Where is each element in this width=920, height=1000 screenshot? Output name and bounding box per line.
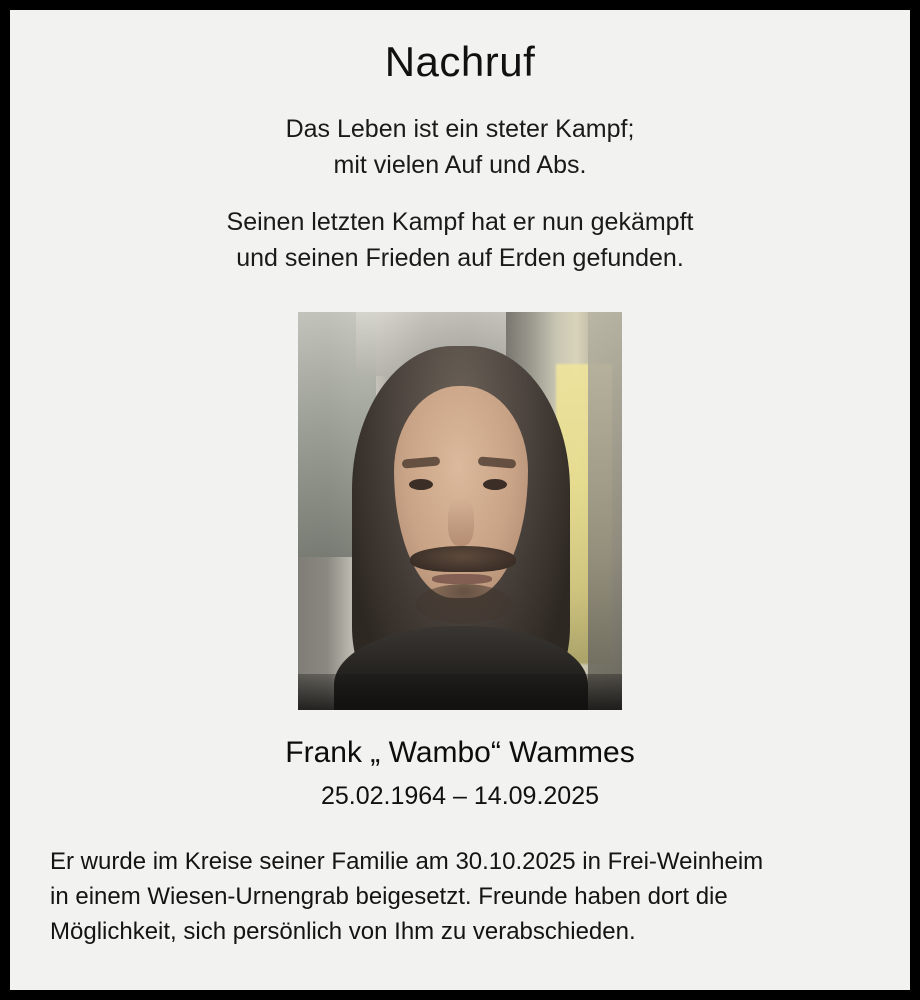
verse-line: und seinen Frieden auf Erden gefunden. — [236, 243, 684, 272]
photo-wall-right — [588, 312, 622, 710]
closing-line: in einem Wiesen-Urnengrab beigesetzt. Freunde haben dort die — [50, 882, 728, 910]
verse-line: mit vielen Auf und Abs. — [333, 150, 587, 179]
verse-block-first — [286, 112, 635, 183]
photo-eye-right — [483, 479, 507, 490]
verse-line: Das Leben ist ein steter Kampf; — [285, 115, 635, 143]
page-title: Nachruf — [384, 38, 536, 85]
closing-text — [46, 845, 874, 949]
photo-nose — [448, 498, 474, 546]
verse-line: Seinen letzten Kampf hat er nun gekämpft — [226, 208, 694, 236]
portrait-photo — [298, 312, 622, 710]
photo-mouth — [432, 574, 492, 584]
photo-beard — [416, 584, 512, 624]
photo-eye-left — [409, 479, 433, 490]
deceased-name: Frank „ Wambo“ Wammes — [285, 736, 635, 769]
life-dates: 25.02.1964 – 14.09.2025 — [320, 782, 600, 810]
closing-line: Möglichkeit, sich persönlich von Ihm zu verabschieden. — [50, 917, 636, 945]
closing-line: Er wurde im Kreise seiner Familie am 30.10.2025 in Frei-Weinheim — [50, 848, 764, 875]
photo-mustache — [410, 546, 516, 572]
photo-lower-shadow-band — [298, 674, 622, 710]
obituary-card — [10, 10, 910, 990]
verse-block-second — [227, 205, 694, 276]
